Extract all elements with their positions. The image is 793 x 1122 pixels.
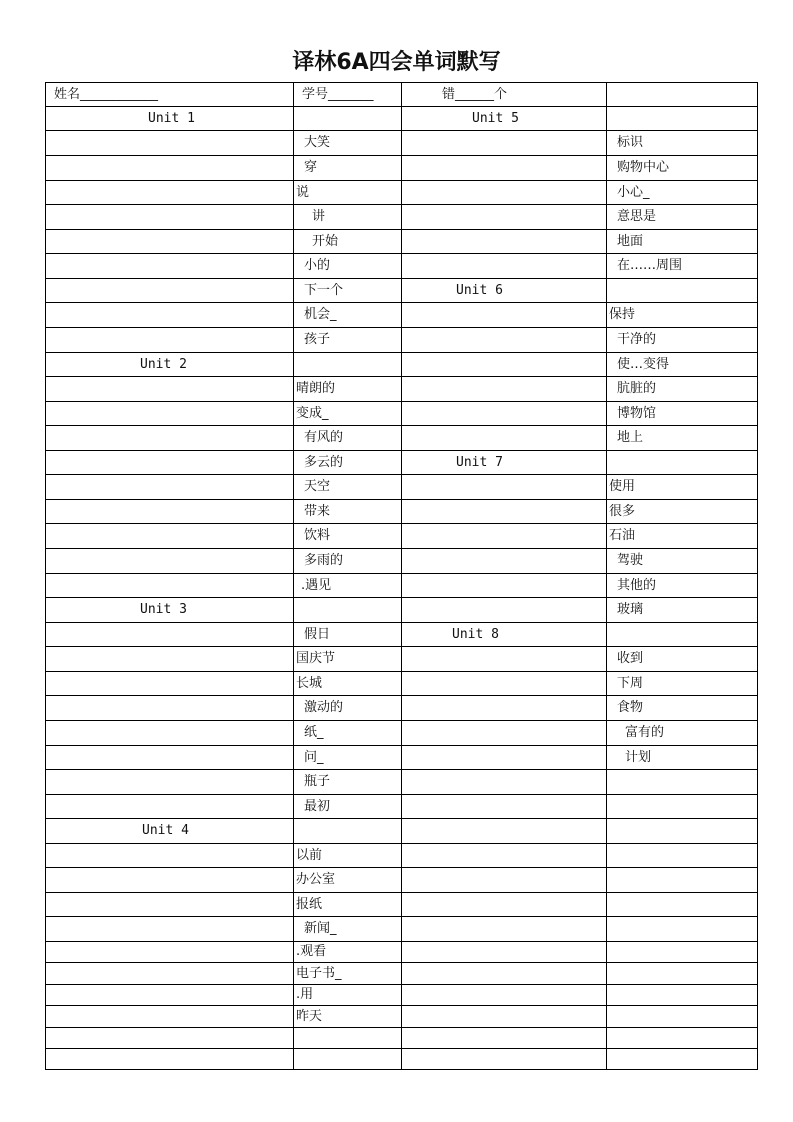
answer-cell[interactable]: [402, 819, 607, 844]
answer-cell[interactable]: [607, 844, 758, 868]
word-cell: 标识: [607, 131, 758, 156]
answer-cell[interactable]: [46, 1028, 294, 1049]
answer-cell[interactable]: [402, 377, 607, 402]
word-cell: 最初: [294, 795, 402, 819]
word-cell: 说: [294, 181, 402, 205]
answer-cell[interactable]: [46, 574, 294, 598]
answer-cell[interactable]: [607, 819, 758, 844]
word-cell: .观看: [294, 942, 402, 963]
answer-cell[interactable]: [46, 1049, 294, 1070]
unit-heading: Unit 4: [46, 819, 294, 844]
answer-cell[interactable]: [46, 524, 294, 549]
answer-cell[interactable]: [46, 963, 294, 985]
answer-cell[interactable]: [46, 205, 294, 230]
answer-cell[interactable]: [46, 230, 294, 254]
word-cell: 以前: [294, 844, 402, 868]
word-cell: 饮料: [294, 524, 402, 549]
answer-cell[interactable]: [402, 328, 607, 353]
answer-cell[interactable]: [46, 328, 294, 353]
word-cell: 激动的: [294, 696, 402, 721]
word-cell: 小心_: [607, 181, 758, 205]
answer-cell[interactable]: [402, 475, 607, 500]
answer-cell[interactable]: [46, 279, 294, 303]
word-cell: 小的: [294, 254, 402, 279]
word-cell: 晴朗的: [294, 377, 402, 402]
answer-cell[interactable]: [402, 254, 607, 279]
answer-cell[interactable]: [46, 917, 294, 942]
answer-cell[interactable]: [607, 107, 758, 131]
word-cell: 讲: [294, 205, 402, 230]
word-cell: 保持: [607, 303, 758, 328]
word-cell: 带来: [294, 500, 402, 524]
answer-cell[interactable]: [402, 868, 607, 893]
word-cell: 肮脏的: [607, 377, 758, 402]
answer-cell[interactable]: [46, 131, 294, 156]
unit-heading: Unit 2: [46, 353, 294, 377]
answer-cell[interactable]: [402, 524, 607, 549]
word-table: [45, 82, 758, 1070]
answer-cell[interactable]: [607, 868, 758, 893]
answer-cell[interactable]: [402, 647, 607, 672]
answer-cell[interactable]: [402, 672, 607, 696]
answer-cell[interactable]: [294, 1049, 402, 1070]
answer-cell[interactable]: [46, 549, 294, 574]
answer-cell[interactable]: [46, 623, 294, 647]
word-cell: 新闻_: [294, 917, 402, 942]
answer-cell[interactable]: [402, 985, 607, 1006]
answer-cell[interactable]: [402, 598, 607, 623]
answer-cell[interactable]: [402, 795, 607, 819]
word-cell: 报纸: [294, 893, 402, 917]
answer-cell[interactable]: [46, 672, 294, 696]
unit-heading: Unit 8: [402, 623, 607, 647]
answer-cell[interactable]: [607, 279, 758, 303]
word-cell: 国庆节: [294, 647, 402, 672]
word-cell: .用: [294, 985, 402, 1006]
answer-cell[interactable]: [402, 893, 607, 917]
answer-cell[interactable]: [294, 819, 402, 844]
word-cell: 食物: [607, 696, 758, 721]
word-cell: 石油: [607, 524, 758, 549]
answer-cell[interactable]: [402, 549, 607, 574]
answer-cell[interactable]: [402, 156, 607, 181]
word-cell: 意思是: [607, 205, 758, 230]
word-cell: 纸_: [294, 721, 402, 746]
answer-cell[interactable]: [402, 574, 607, 598]
unit-heading: Unit 1: [46, 107, 294, 131]
answer-cell[interactable]: [46, 500, 294, 524]
answer-cell[interactable]: [46, 181, 294, 205]
answer-cell[interactable]: [607, 83, 758, 107]
answer-cell[interactable]: [46, 377, 294, 402]
word-cell: 下一个: [294, 279, 402, 303]
answer-cell[interactable]: [402, 426, 607, 451]
word-cell: 变成_: [294, 402, 402, 426]
word-cell: 孩子: [294, 328, 402, 353]
answer-cell[interactable]: [46, 770, 294, 795]
word-cell: 下周: [607, 672, 758, 696]
unit-heading: Unit 7: [402, 451, 607, 475]
word-cell: 有风的: [294, 426, 402, 451]
answer-cell[interactable]: [46, 254, 294, 279]
answer-cell[interactable]: [402, 500, 607, 524]
error-count-field[interactable]: 错______个: [402, 83, 607, 107]
answer-cell[interactable]: [607, 942, 758, 963]
word-cell: 电子书_: [294, 963, 402, 985]
word-cell: 干净的: [607, 328, 758, 353]
answer-cell[interactable]: [46, 868, 294, 893]
answer-cell[interactable]: [46, 426, 294, 451]
answer-cell[interactable]: [402, 230, 607, 254]
answer-cell[interactable]: [607, 795, 758, 819]
word-cell: 驾驶: [607, 549, 758, 574]
word-cell: 地面: [607, 230, 758, 254]
word-cell: 多云的: [294, 451, 402, 475]
answer-cell[interactable]: [402, 205, 607, 230]
word-cell: 购物中心: [607, 156, 758, 181]
word-cell: 瓶子: [294, 770, 402, 795]
word-cell: 其他的: [607, 574, 758, 598]
answer-cell[interactable]: [46, 451, 294, 475]
answer-cell[interactable]: [402, 1006, 607, 1028]
answer-cell[interactable]: [402, 963, 607, 985]
answer-cell[interactable]: [607, 1028, 758, 1049]
word-cell: 昨天: [294, 1006, 402, 1028]
word-cell: 机会_: [294, 303, 402, 328]
answer-cell[interactable]: [607, 917, 758, 942]
answer-cell[interactable]: [294, 1028, 402, 1049]
page-title: 译林6A四会单词默写: [292, 50, 501, 75]
word-cell: 在……周围: [607, 254, 758, 279]
word-cell: 问_: [294, 746, 402, 770]
answer-cell[interactable]: [402, 746, 607, 770]
word-cell: 计划: [607, 746, 758, 770]
word-cell: 多雨的: [294, 549, 402, 574]
answer-cell[interactable]: [46, 893, 294, 917]
word-cell: 玻璃: [607, 598, 758, 623]
answer-cell[interactable]: [402, 696, 607, 721]
answer-cell[interactable]: [46, 696, 294, 721]
answer-cell[interactable]: [607, 1006, 758, 1028]
word-cell: 大笑: [294, 131, 402, 156]
word-cell: 使用: [607, 475, 758, 500]
answer-cell[interactable]: [46, 402, 294, 426]
answer-cell[interactable]: [46, 1006, 294, 1028]
answer-cell[interactable]: [402, 844, 607, 868]
answer-cell[interactable]: [607, 893, 758, 917]
word-cell: 很多: [607, 500, 758, 524]
student-number-field[interactable]: 学号_______: [294, 83, 402, 107]
answer-cell[interactable]: [46, 156, 294, 181]
answer-cell[interactable]: [46, 475, 294, 500]
answer-cell[interactable]: [46, 647, 294, 672]
word-cell: 收到: [607, 647, 758, 672]
answer-cell[interactable]: [402, 721, 607, 746]
answer-cell[interactable]: [607, 985, 758, 1006]
answer-cell[interactable]: [402, 402, 607, 426]
answer-cell[interactable]: [46, 985, 294, 1006]
word-cell: 地上: [607, 426, 758, 451]
word-cell: 办公室: [294, 868, 402, 893]
answer-cell[interactable]: [402, 131, 607, 156]
answer-cell[interactable]: [607, 770, 758, 795]
answer-cell[interactable]: [607, 1049, 758, 1070]
name-field[interactable]: 姓名____________: [46, 83, 294, 107]
answer-cell[interactable]: [46, 721, 294, 746]
answer-cell[interactable]: [402, 770, 607, 795]
unit-heading: Unit 3: [46, 598, 294, 623]
answer-cell[interactable]: [402, 917, 607, 942]
answer-cell[interactable]: [294, 107, 402, 131]
word-cell: 博物馆: [607, 402, 758, 426]
answer-cell[interactable]: [402, 942, 607, 963]
answer-cell[interactable]: [402, 181, 607, 205]
answer-cell[interactable]: [46, 303, 294, 328]
answer-cell[interactable]: [46, 844, 294, 868]
word-cell: 开始: [294, 230, 402, 254]
word-cell: 长城: [294, 672, 402, 696]
answer-cell[interactable]: [46, 942, 294, 963]
answer-cell[interactable]: [46, 795, 294, 819]
unit-heading: Unit 5: [402, 107, 607, 131]
answer-cell[interactable]: [402, 353, 607, 377]
unit-heading: Unit 6: [402, 279, 607, 303]
answer-cell[interactable]: [402, 1049, 607, 1070]
answer-cell[interactable]: [607, 963, 758, 985]
answer-cell[interactable]: [294, 353, 402, 377]
word-cell: 假日: [294, 623, 402, 647]
answer-cell[interactable]: [46, 746, 294, 770]
word-cell: 穿: [294, 156, 402, 181]
answer-cell[interactable]: [294, 598, 402, 623]
answer-cell[interactable]: [402, 303, 607, 328]
word-cell: 天空: [294, 475, 402, 500]
answer-cell[interactable]: [607, 451, 758, 475]
word-cell: .遇见: [294, 574, 402, 598]
answer-cell[interactable]: [402, 1028, 607, 1049]
word-cell: 使…变得: [607, 353, 758, 377]
answer-cell[interactable]: [607, 623, 758, 647]
word-cell: 富有的: [607, 721, 758, 746]
